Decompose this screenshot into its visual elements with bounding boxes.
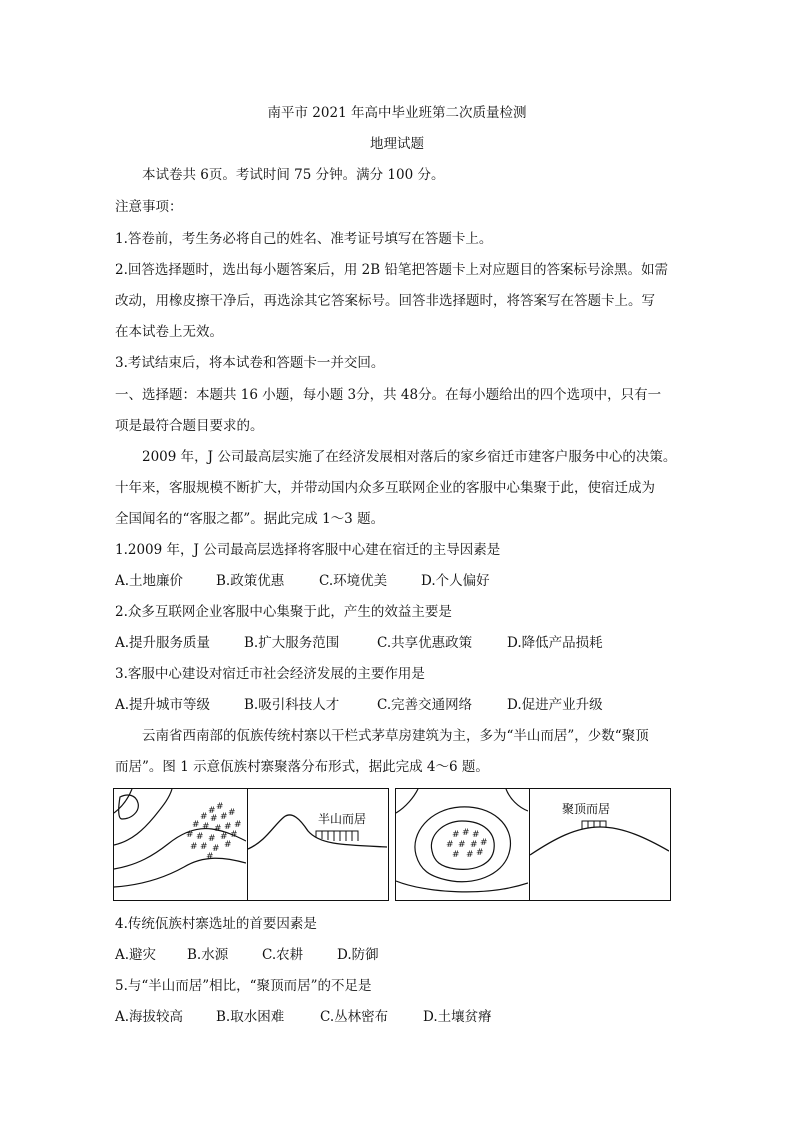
svg-text:#: # [230, 830, 238, 840]
question-stem: 3.客服中心建设对宿迁市社会经济发展的主要作用是 [115, 666, 425, 682]
svg-text:#: # [208, 806, 216, 816]
svg-text:#: # [476, 848, 484, 858]
question-stem: 1.2009 年，J 公司最高层选择将客服中心建在宿迁的主导因素是 [115, 542, 501, 558]
svg-text:#: # [224, 840, 232, 850]
option: A.提升服务质量 [115, 635, 211, 651]
page-title: 南平市 2021 年高中毕业班第二次质量检测 [267, 105, 527, 121]
option: C.丛林密布 [320, 1009, 389, 1025]
note-line: 2.回答选择题时，选出每小题答案后，用 2B 铅笔把答题卡上对应题目的答案标号涂黑。如需 [115, 262, 668, 278]
svg-text:#: # [452, 850, 460, 860]
figure-label-right: 聚顶而居 [562, 802, 611, 816]
option: C.农耕 [262, 947, 304, 963]
option: B.取水困难 [216, 1009, 285, 1025]
svg-text:#: # [206, 852, 214, 862]
profile-right [529, 788, 671, 901]
contour-map-left [113, 788, 248, 901]
svg-text:#: # [214, 824, 222, 834]
contour-map-right [395, 788, 530, 901]
notes-title: 注意事项： [115, 199, 183, 215]
svg-text:#: # [192, 820, 200, 830]
svg-text:#: # [202, 822, 210, 832]
option: D.土壤贫瘠 [423, 1009, 492, 1025]
svg-text:#: # [462, 828, 470, 838]
question-stem: 2.众多互联网企业客服中心集聚于此，产生的效益主要是 [115, 604, 452, 620]
svg-text:#: # [480, 838, 488, 848]
passage-line: 而居”。图 1 示意佤族村寨聚落分布形式，据此完成 4～6 题。 [115, 759, 489, 775]
option: B.吸引科技人才 [244, 697, 340, 713]
question-options [115, 1008, 492, 1026]
svg-text:#: # [228, 808, 236, 818]
svg-text:#: # [216, 802, 224, 812]
question-options [115, 572, 490, 590]
note-line: 改动，用橡皮擦干净后，再选涂其它答案标号。回答非选择题时，将答案写在答题卡上。写 [115, 293, 655, 309]
note-line: 1.答卷前，考生务必将自己的姓名、准考证号填写在答题卡上。 [115, 231, 493, 247]
question-stem: 5.与“半山而居”相比，“聚顶而居”的不足是 [115, 978, 372, 994]
svg-text:#: # [234, 820, 242, 830]
question-options [115, 634, 603, 652]
svg-text:#: # [472, 830, 480, 840]
note-line: 3.考试结束后，将本试卷和答题卡一并交回。 [115, 355, 385, 371]
intro-text: 本试卷共 6页。考试时间 75 分钟。满分 100 分。 [142, 167, 445, 183]
svg-text:#: # [212, 844, 220, 854]
option: C.完善交通网络 [377, 697, 473, 713]
svg-text:#: # [446, 840, 454, 850]
question-options [115, 696, 603, 714]
passage-line: 2009 年，J 公司最高层实施了在经济发展相对落后的家乡宿迁市建客户服务中心的决策。 [142, 449, 677, 465]
passage-line: 云南省西南部的佤族传统村寨以干栏式茅草房建筑为主，多为“半山而居”，少数“聚顶 [142, 728, 649, 744]
svg-text:#: # [220, 812, 228, 822]
section-heading: 项是最符合题目要求的。 [115, 418, 264, 434]
option: B.水源 [187, 947, 229, 963]
svg-text:#: # [224, 822, 232, 832]
option: C.共享优惠政策 [377, 635, 473, 651]
svg-text:#: # [208, 834, 216, 844]
svg-text:#: # [470, 840, 478, 850]
option: A.提升城市等级 [115, 697, 211, 713]
option: B.扩大服务范围 [244, 635, 340, 651]
question-stem: 4.传统佤族村寨选址的首要因素是 [115, 916, 317, 932]
option: A.避灾 [115, 947, 157, 963]
option: D.防御 [337, 947, 379, 963]
option: A.海拔较高 [115, 1009, 184, 1025]
svg-text:#: # [200, 812, 208, 822]
svg-text:#: # [186, 830, 194, 840]
option: B.政策优惠 [216, 573, 285, 589]
svg-text:#: # [466, 850, 474, 860]
svg-text:#: # [220, 832, 228, 842]
svg-text:#: # [452, 830, 460, 840]
question-options [115, 946, 379, 964]
option: D.促进产业升级 [507, 697, 603, 713]
option: C.环境优美 [319, 573, 388, 589]
profile-left [247, 788, 389, 901]
svg-text:#: # [190, 842, 198, 852]
passage-line: 十年来，客服规模不断扩大，并带动国内众多互联网企业的客服中心集聚于此，使宿迁成为 [115, 480, 655, 496]
figure-label-left: 半山而居 [318, 812, 367, 826]
section-heading: 一、选择题：本题共 16 小题，每小题 3分，共 48分。在每小题给出的四个选项中，只有一 [115, 387, 662, 403]
svg-text:#: # [196, 832, 204, 842]
svg-text:#: # [210, 814, 218, 824]
passage-line: 全国闻名的“客服之都”。据此完成 1～3 题。 [115, 511, 385, 527]
option: A.土地廉价 [115, 573, 184, 589]
note-line: 在本试卷上无效。 [115, 324, 223, 340]
option: D.个人偏好 [421, 573, 490, 589]
option: D.降低产品损耗 [507, 635, 603, 651]
subject-title: 地理试题 [370, 136, 424, 152]
svg-text:#: # [200, 842, 208, 852]
svg-text:#: # [458, 840, 466, 850]
